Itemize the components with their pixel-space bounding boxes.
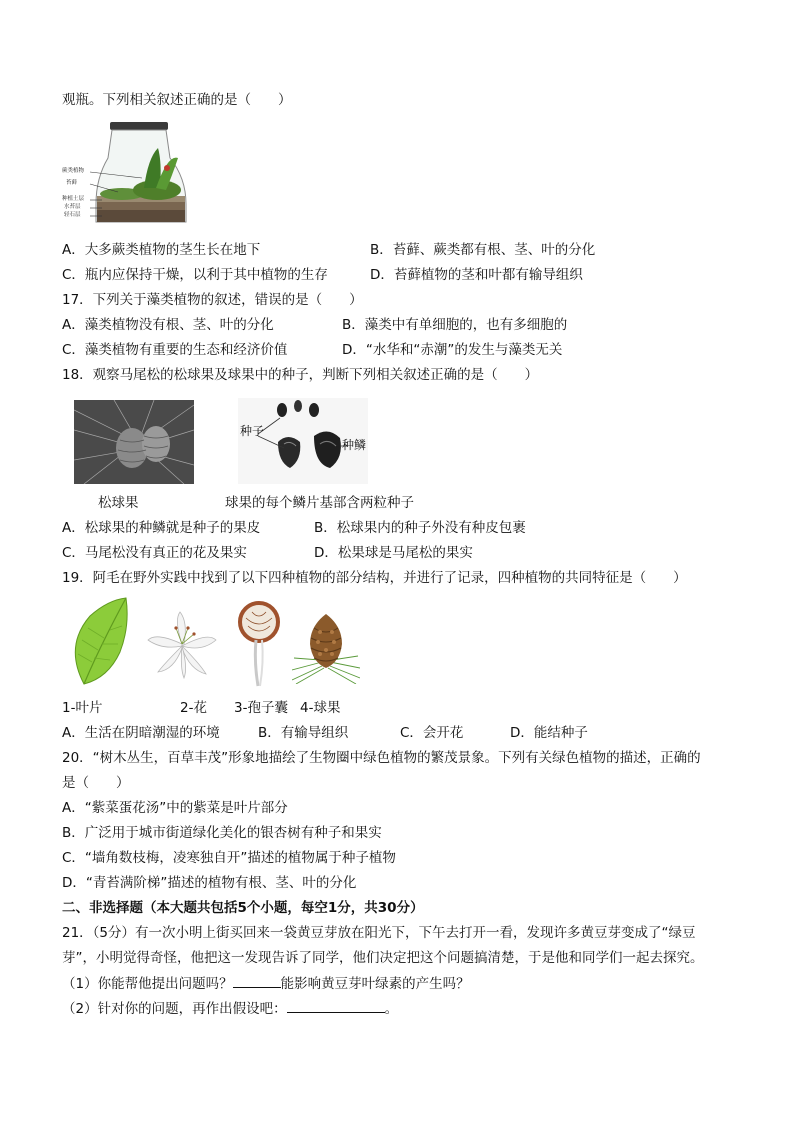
q21-line1: 21．（5分）有一次小明上街买回来一袋黄豆芽放在阳光下，下午去打开一看，发现许多黄豆芽变成了“绿豆 [62,925,696,941]
q19-pine-cone-image [292,610,360,684]
leaf-icon [64,596,134,688]
q19-caption-3: 3-孢子囊 [234,700,288,716]
q16-option-c: C．瓶内应保持干燥，以利于其中植物的生存 [62,267,328,283]
q18-stem: 18．观察马尾松的松球果及球果中的种子，判断下列相关叙述正确的是（ ） [62,367,539,383]
sporangium-icon [236,600,282,688]
q19-option-d: D．能结种子 [510,725,588,741]
q19-option-a: A．生活在阴暗潮湿的环境 [62,725,220,741]
q18-option-b: B．松球果内的种子外没有种皮包裹 [314,520,526,536]
label-pumice: 轻石层 [64,212,81,218]
q17-option-a: A．藻类植物没有根、茎、叶的分化 [62,317,274,333]
q20-option-a: A．“紫菜蛋花汤”中的紫菜是叶片部分 [62,800,288,816]
q20-option-c: C．“墙角数枝梅，凌寒独自开”描述的植物属于种子植物 [62,850,396,866]
q17-stem: 17．下列关于藻类植物的叙述，错误的是（ ） [62,292,363,308]
q20-option-d: D．“青苔满阶梯”描述的植物有根、茎、叶的分化 [62,875,357,891]
q19-leaf-image [64,596,134,688]
q18-option-a: A．松球果的种鳞就是种子的果皮 [62,520,261,536]
q16-option-b: B．苔藓、蕨类都有根、茎、叶的分化 [370,242,596,258]
q19-caption-1: 1-叶片 [62,700,103,716]
q16-stem: 观瓶。下列相关叙述正确的是（ ） [62,92,292,108]
q21-sub1-suffix: 能影响黄豆芽叶绿素的产生吗？ [280,976,470,992]
q16-option-a: A．大多蕨类植物的茎生长在地下 [62,242,261,258]
q19-option-c: C．会开花 [400,725,464,741]
label-soil: 种植土层 [62,196,85,202]
q18-option-d: D．松果球是马尾松的果实 [314,545,473,561]
q19-flower-image [144,610,220,680]
q21-sub2 [62,998,398,1019]
label-seed-scale: 种鳞 [342,438,367,452]
label-fern: 蕨类植物 [62,168,85,174]
q18-option-c: C．马尾松没有真正的花及果实 [62,545,247,561]
q18-caption-seeds: 球果的每个鳞片基部含两粒种子 [225,495,414,511]
q19-caption-4: 4-球果 [300,700,341,716]
label-seed: 种子 [240,424,265,438]
q20-stem-line2: 是（ ） [62,775,130,791]
q19-stem: 19．阿毛在野外实践中找到了以下四种植物的部分结构，并进行了记录，四种植物的共同特征是（ ） [62,570,687,586]
q21-sub1 [62,973,470,994]
q18-caption-cone: 松球果 [98,495,139,511]
section2-title: 二、非选择题（本大题共包括5个小题，每空1分，共30分） [62,900,424,916]
lily-flower-icon [144,610,220,680]
q21-line2: 芽”，小明觉得奇怪，他把这一发现告诉了同学，他们决定把这个问题搞清楚，于是他和同学们一起去探究。 [62,950,704,966]
q17-option-b: B．藻类中有单细胞的，也有多细胞的 [342,317,568,333]
q19-caption-2: 2-花 [180,700,207,716]
q21-sub1-prefix: （1）你能帮他提出问题吗？ [62,976,233,992]
q18-seed-scale-figure [238,398,368,484]
q21-sub2-suffix: 。 [384,1001,399,1017]
q21-sub2-prefix: （2）针对你的问题，再作出假设吧： [62,1001,287,1017]
q20-stem-line1: 20．“树木丛生，百草丰茂”形象地描绘了生物圈中绿色植物的繁茂景象。下列有关绿色植物的描述，正确的 [62,750,701,766]
q17-option-c: C．藻类植物有重要的生态和经济价值 [62,342,288,358]
q16-option-d: D．苔藓植物的茎和叶都有输导组织 [370,267,583,283]
q18-pine-cone-photo [74,400,194,484]
q17-option-d: D．“水华和“赤潮”的发生与藻类无关 [342,342,563,358]
q19-option-b: B．有输导组织 [258,725,349,741]
label-sphagnum: 水苔层 [64,204,81,210]
q21-sub1-answer-blank[interactable] [233,973,281,988]
label-moss: 苔藓 [66,180,78,186]
q21-sub2-answer-blank[interactable] [287,998,385,1013]
q19-sporangium-image [236,600,282,688]
pine-cone-icon [292,610,360,684]
pine-cone-branch-image [74,400,194,484]
q16-terrarium-figure [62,118,192,230]
q20-option-b: B．广泛用于城市街道绿化美化的银杏树有种子和果实 [62,825,382,841]
